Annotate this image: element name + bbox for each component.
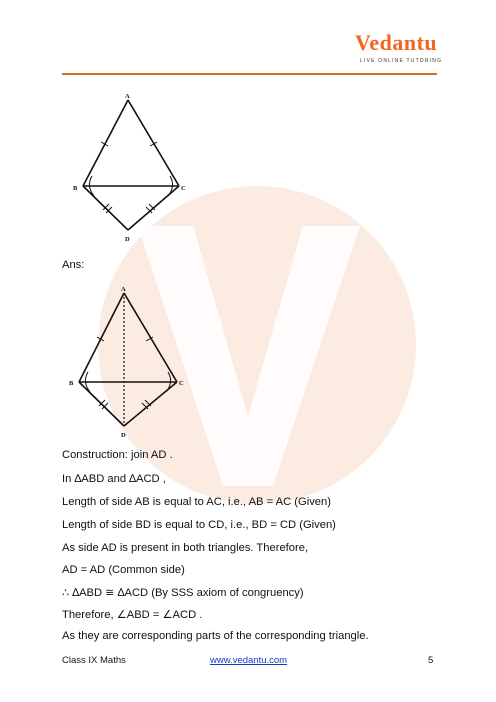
footer-website-link[interactable]: www.vedantu.com <box>210 655 288 666</box>
text-line-ad-ad: AD = AD (Common side) <box>62 564 185 576</box>
vertex-label-b: B <box>73 185 78 192</box>
vertex-label-b: B <box>69 380 74 387</box>
vertex-label-d: D <box>125 236 130 243</box>
question-figure-kite <box>70 90 200 245</box>
logo-tagline: LIVE ONLINE TUTORING <box>360 58 443 64</box>
ans-label: Ans: <box>62 259 85 271</box>
vertex-label-c: C <box>181 185 186 192</box>
answer-figure-kite <box>62 285 192 440</box>
footer-class-label: Class IX Maths <box>62 655 126 666</box>
text-line-bd-cd: Length of side BD is equal to CD, i.e., BD = CD (Given) <box>62 519 336 531</box>
text-line-triangles: In ∆ABD and ∆ACD , <box>62 473 166 485</box>
text-line-cpct: As they are corresponding parts of the corresponding triangle. <box>62 630 369 642</box>
vertex-label-a: A <box>125 93 130 100</box>
vertex-label-d: D <box>121 432 126 439</box>
vertex-label-c: C <box>179 380 184 387</box>
page-number: 5 <box>428 655 434 666</box>
header-divider <box>62 73 437 75</box>
text-line-angles: Therefore, ∠ABD = ∠ACD . <box>62 609 203 621</box>
text-line-construction: Construction: join AD . <box>62 449 173 461</box>
vedantu-logo: Vedantu <box>355 30 438 55</box>
text-line-common-side: As side AD is present in both triangles. Therefore, <box>62 542 309 554</box>
text-line-sss: ∴ ∆ABD ≅ ∆ACD (By SSS axiom of congruency) <box>62 587 304 599</box>
vertex-label-a: A <box>121 286 126 293</box>
text-line-ab-ac: Length of side AB is equal to AC, i.e., AB = AC (Given) <box>62 496 331 508</box>
